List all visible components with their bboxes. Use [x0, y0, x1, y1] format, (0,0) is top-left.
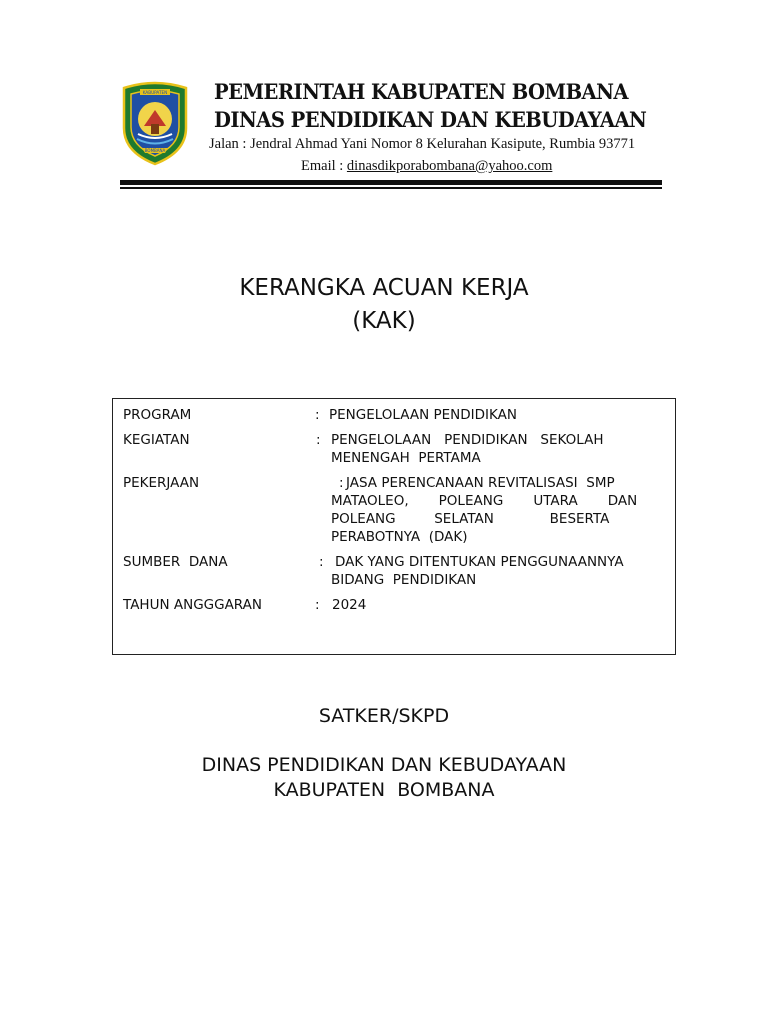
letterhead-rule-thin: [120, 187, 662, 189]
tahun-anggaran-label: TAHUN ANGGGARAN: [123, 597, 262, 613]
program-colon: :: [315, 407, 320, 423]
pekerjaan-label: PEKERJAAN: [123, 475, 200, 491]
kegiatan-value-line2: MENENGAH PERTAMA: [331, 450, 481, 466]
letterhead-agency-name: DINAS PENDIDIKAN DAN KEBUDAYAAN: [214, 107, 647, 132]
tahun-anggaran-colon: :: [315, 597, 320, 613]
pekerjaan-value-line4: PERABOTNYA (DAK): [331, 529, 468, 545]
program-value: PENGELOLAAN PENDIDIKAN: [329, 407, 517, 423]
letterhead-email-line: [301, 158, 552, 175]
letterhead-rule-thick: [120, 180, 662, 185]
satker-agency: DINAS PENDIDIKAN DAN KEBUDAYAAN: [201, 754, 567, 776]
satker-regency: KABUPATEN BOMBANA: [273, 779, 495, 801]
program-label: PROGRAM: [123, 407, 192, 423]
email-label: Email :: [301, 158, 344, 174]
details-box: [112, 398, 676, 655]
emblem-top-text: KABUPATEN: [142, 90, 168, 95]
letterhead-government-name: PEMERINTAH KABUPATEN BOMBANA: [214, 79, 629, 104]
letterhead: [117, 78, 675, 190]
document-title: KERANGKA ACUAN KERJA: [239, 275, 529, 301]
pekerjaan-value-line3: POLEANG SELATAN BESERTA: [331, 511, 610, 527]
satker-heading: SATKER/SKPD: [318, 705, 450, 727]
sumber-dana-value-line1: DAK YANG DITENTUKAN PENGGUNAANNYA: [335, 554, 624, 570]
letterhead-address: Jalan : Jendral Ahmad Yani Nomor 8 Kelurahan Kasipute, Rumbia 93771: [209, 136, 636, 152]
email-link[interactable]: dinasdikporabombana@yahoo.com: [346, 158, 553, 174]
kabupaten-bombana-emblem-icon: [120, 80, 190, 166]
sumber-dana-value-line2: BIDANG PENDIDIKAN: [331, 572, 477, 588]
kegiatan-label: KEGIATAN: [123, 432, 190, 448]
kegiatan-colon: :: [316, 432, 321, 448]
kegiatan-value-line1: PENGELOLAAN PENDIDIKAN SEKOLAH: [331, 432, 604, 448]
sumber-dana-colon: :: [319, 554, 324, 570]
pekerjaan-colon: :: [339, 475, 344, 491]
document-title-abbrev: (KAK): [352, 308, 416, 334]
pekerjaan-value-line1: JASA PERENCANAAN REVITALISASI SMP: [346, 475, 615, 491]
emblem-bottom-text: BOMBANA: [144, 148, 166, 153]
sumber-dana-label: SUMBER DANA: [123, 554, 228, 570]
tahun-anggaran-value: 2024: [332, 597, 367, 613]
pekerjaan-value-line2: MATAOLEO, POLEANG UTARA DAN: [331, 493, 638, 509]
